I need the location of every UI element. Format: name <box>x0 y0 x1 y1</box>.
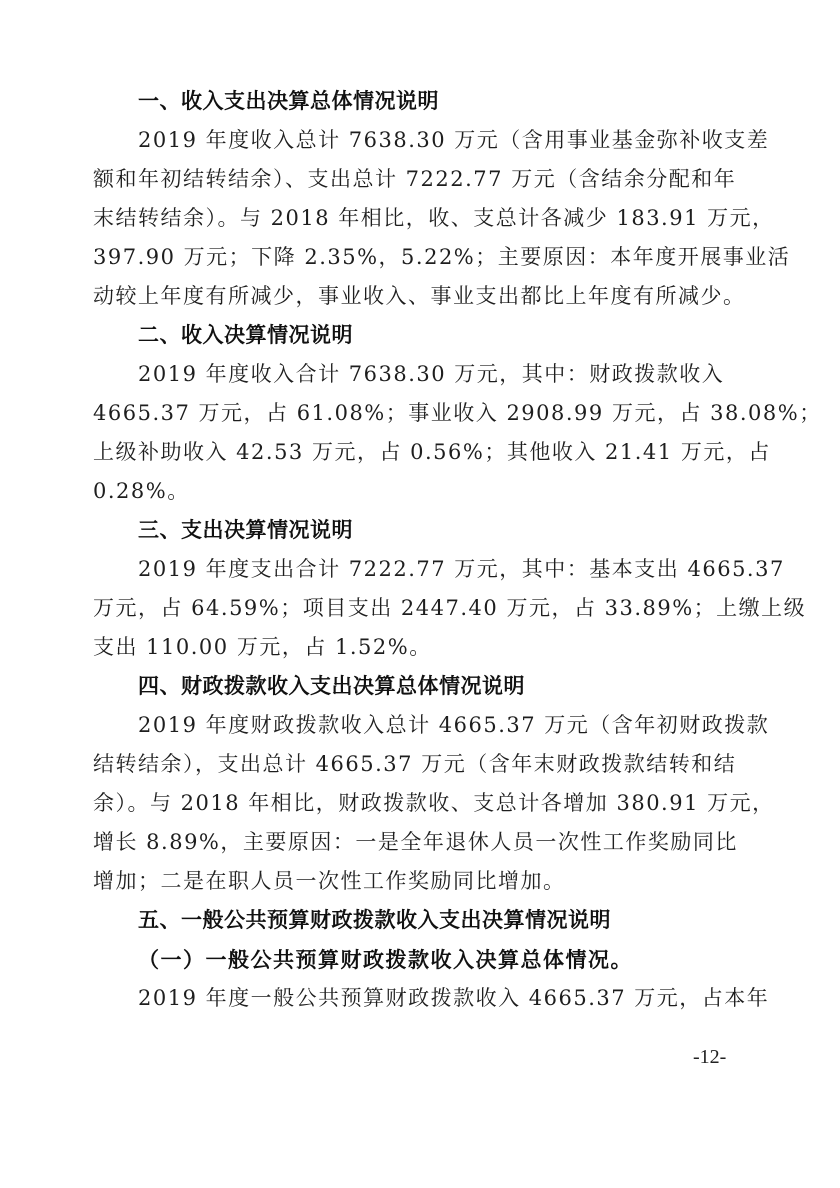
paragraph-line: 支出 110.00 万元，占 1.52%。 <box>93 635 432 659</box>
paragraph-line: 动较上年度有所减少，事业收入、事业支出都比上年度有所减少。 <box>93 284 746 308</box>
paragraph-line: 额和年初结转结余）、支出总计 7222.77 万元（含结余分配和年 <box>93 167 737 191</box>
document-body <box>93 82 822 1018</box>
paragraph-line: 2019 年度收入合计 7638.30 万元，其中：财政拨款收入 <box>138 362 725 386</box>
paragraph-line: 结转结余），支出总计 4665.37 万元（含年末财政拨款结转和结 <box>93 752 737 776</box>
paragraph-line: 0.28%。 <box>93 479 190 503</box>
section-heading-4: 四、财政拨款收入支出决算总体情况说明 <box>138 674 525 698</box>
paragraph-line: 397.90 万元；下降 2.35%，5.22%；主要原因：本年度开展事业活 <box>93 245 791 269</box>
paragraph-line: 2019 年度支出合计 7222.77 万元，其中：基本支出 4665.37 <box>138 557 785 581</box>
section-heading-1: 一、收入支出决算总体情况说明 <box>138 89 439 113</box>
section-heading-2: 二、收入决算情况说明 <box>138 323 353 347</box>
page-number: -12- <box>693 1046 727 1068</box>
paragraph-line: 万元，占 64.59%；项目支出 2447.40 万元，占 33.89%；上缴上级 <box>93 596 807 620</box>
paragraph-line: 上级补助收入 42.53 万元，占 0.56%；其他收入 21.41 万元，占 <box>93 440 771 464</box>
subsection-heading-5-1: （一）一般公共预算财政拨款收入决算总体情况。 <box>138 947 633 972</box>
paragraph-line: 2019 年度一般公共预算财政拨款收入 4665.37 万元，占本年 <box>138 986 770 1010</box>
paragraph-line: 余）。与 2018 年相比，财政拨款收、支总计各增加 380.91 万元， <box>93 791 775 815</box>
paragraph-line: 2019 年度收入总计 7638.30 万元（含用事业基金弥补收支差 <box>138 128 770 152</box>
paragraph-line: 2019 年度财政拨款收入总计 4665.37 万元（含年初财政拨款 <box>138 713 770 737</box>
section-heading-5: 五、一般公共预算财政拨款收入支出决算情况说明 <box>138 908 611 932</box>
paragraph-line: 增加；二是在职人员一次性工作奖励同比增加。 <box>93 869 566 893</box>
paragraph-line: 末结转结余）。与 2018 年相比，收、支总计各减少 183.91 万元， <box>93 206 775 230</box>
section-heading-3: 三、支出决算情况说明 <box>138 518 353 542</box>
paragraph-line: 增长 8.89%，主要原因：一是全年退休人员一次性工作奖励同比 <box>93 830 738 854</box>
paragraph-line: 4665.37 万元，占 61.08%；事业收入 2908.99 万元，占 38.08%； <box>93 401 822 425</box>
